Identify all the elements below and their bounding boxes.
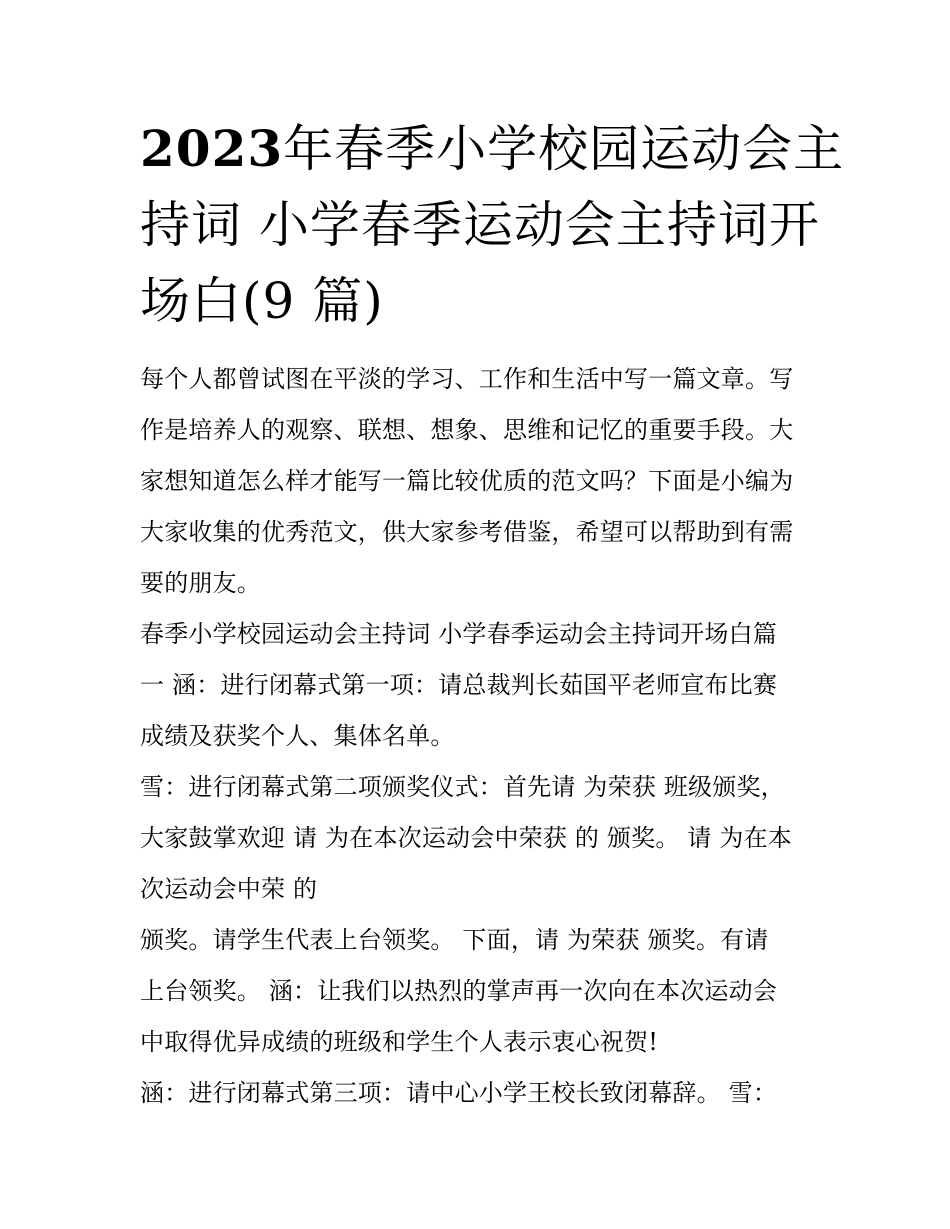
title-line (140, 187, 820, 263)
body-line: 涵：进行闭幕式第三项：请中心小学王校长致闭幕辞。 雪： (140, 1079, 778, 1107)
title-line-text: 场白(9 篇) (140, 272, 384, 330)
title-line-text: 持词 小学春季运动会主持词开 (140, 196, 820, 254)
body-line: 每个人都曾试图在平淡的学习、工作和生活中写一篇文章。写 (140, 365, 794, 393)
body-line: 春季小学校园运动会主持词 小学春季运动会主持词开场白篇 (140, 620, 778, 648)
body-line: 上台领奖。 涵：让我们以热烈的掌声再一次向在本次运动会 (140, 977, 778, 1005)
title-year: 2023 (140, 119, 284, 178)
body-line: 次运动会中荣 的 (140, 875, 318, 903)
body-line: 中取得优异成绩的班级和学生个人表示衷心祝贺! (140, 1028, 659, 1056)
body-line: 家想知道怎么样才能写一篇比较优质的范文吗？下面是小编为 (140, 467, 794, 495)
body-line: 作是培养人的观察、联想、想象、思维和记忆的重要手段。大 (140, 416, 794, 444)
document-title (140, 111, 845, 339)
body-line: 雪：进行闭幕式第二项颁奖仪式：首先请 为荣获 班级颁奖， (140, 773, 785, 801)
title-line-text: 年春季小学校园运动会主 (283, 120, 845, 178)
title-line (140, 111, 845, 187)
body-line: 成绩及获奖个人、集体名单。 (140, 722, 455, 750)
document-body (140, 354, 820, 1119)
body-line: 要的朋友。 (140, 569, 261, 597)
body-line: 大家收集的优秀范文，供大家参考借鉴，希望可以帮助到有需 (140, 518, 794, 546)
body-line: 一 涵：进行闭幕式第一项：请总裁判长茹国平老师宣布比赛 (140, 671, 778, 699)
title-line (140, 263, 820, 339)
body-line: 大家鼓掌欢迎 请 为在本次运动会中荣获 的 颁奖。 请 为在本 (140, 824, 792, 852)
body-line: 颁奖。请学生代表上台领奖。 下面，请 为荣获 颁奖。有请 (140, 926, 769, 954)
